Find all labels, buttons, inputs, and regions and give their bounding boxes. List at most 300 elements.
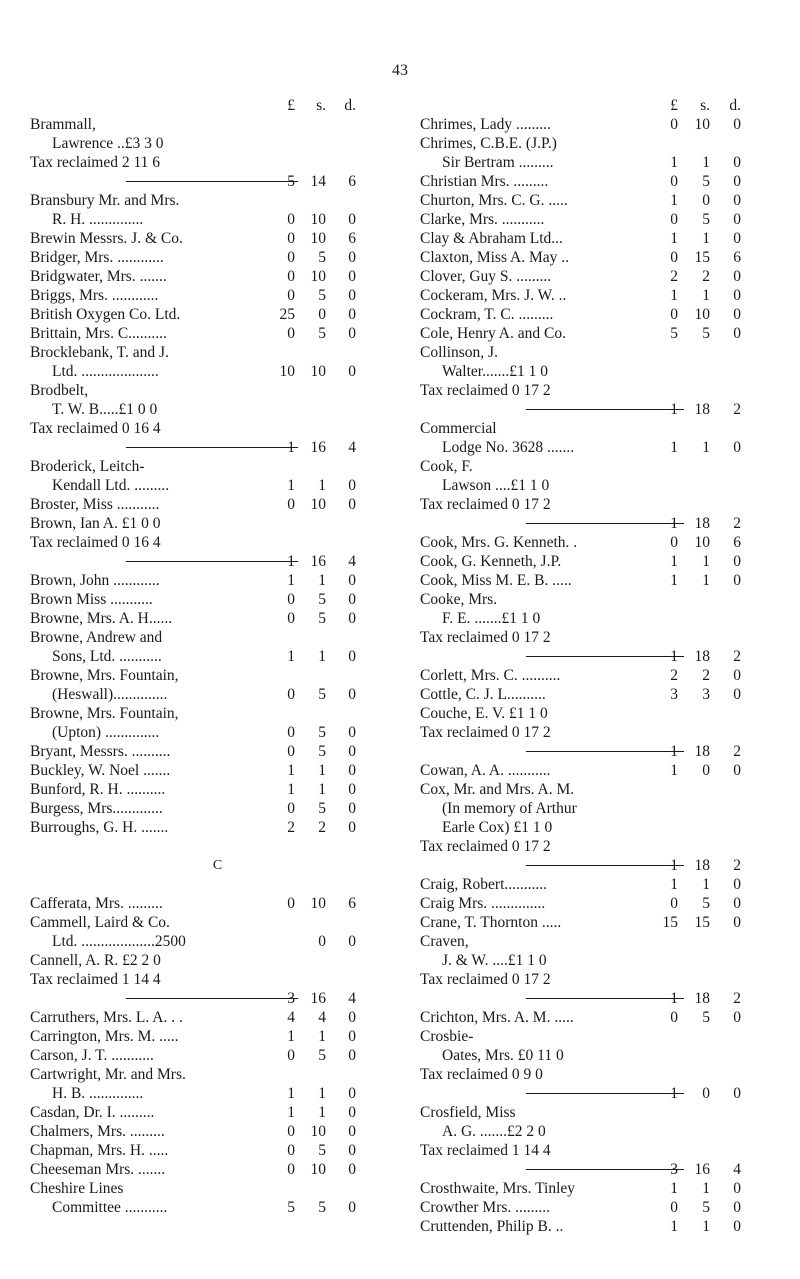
donor-entry — [420, 286, 770, 305]
donor-entry — [420, 134, 770, 153]
donor-entry — [420, 704, 770, 723]
pounds-value: 3 — [287, 990, 295, 1007]
pounds-value: 1 — [670, 439, 678, 456]
pence-value: 0 — [733, 192, 741, 209]
donor-entry — [30, 134, 375, 153]
shillings-value: 5 — [318, 686, 326, 703]
shillings-value: 18 — [694, 990, 710, 1007]
donor-entry — [420, 609, 770, 628]
entry-label: Craig Mrs. .............. — [420, 895, 546, 912]
pence-value: 0 — [733, 306, 741, 323]
donor-entry — [30, 628, 375, 647]
shillings-value: 10 — [310, 895, 326, 912]
shillings-value: 1 — [702, 1218, 710, 1235]
donor-entry — [30, 305, 375, 324]
pounds-value: 0 — [287, 610, 295, 627]
pounds-value: 0 — [287, 287, 295, 304]
pounds-value: 1 — [670, 287, 678, 304]
pounds-value: 0 — [670, 116, 678, 133]
entry-label: Tax reclaimed 0 17 2 — [420, 496, 551, 513]
pounds-value: 2 — [670, 268, 678, 285]
pounds-value: 0 — [670, 1199, 678, 1216]
pence-value: 0 — [348, 800, 356, 817]
pounds-value: 0 — [670, 211, 678, 228]
pence-value: 4 — [348, 990, 356, 1007]
pence-value: 0 — [348, 211, 356, 228]
shillings-value: 1 — [702, 287, 710, 304]
pence-value: 6 — [733, 249, 741, 266]
donor-entry — [30, 191, 375, 210]
pence-value: 0 — [733, 268, 741, 285]
pence-value: 0 — [348, 1104, 356, 1121]
entry-label: Churton, Mrs. C. G. ..... — [420, 192, 568, 209]
entry-label: Cartwright, Mr. and Mrs. — [30, 1066, 186, 1083]
left-column — [30, 96, 375, 1217]
donor-entry — [420, 666, 770, 685]
entry-label: Sons, Ltd. ........... — [52, 648, 162, 665]
pence-value: 0 — [348, 610, 356, 627]
entry-label: Carson, J. T. ........... — [30, 1047, 154, 1064]
pounds-value: 0 — [287, 724, 295, 741]
shillings-value: 1 — [702, 230, 710, 247]
entry-label: Tax reclaimed 0 17 2 — [420, 382, 551, 399]
entry-label: Cockram, T. C. ......... — [420, 306, 554, 323]
donor-entry — [420, 723, 770, 742]
shillings-value: 2 — [702, 268, 710, 285]
pence-value: 0 — [348, 325, 356, 342]
entry-label: Broster, Miss ........... — [30, 496, 160, 513]
entry-label: Crosbie- — [420, 1028, 474, 1045]
entry-label: Crosthwaite, Mrs. Tinley — [420, 1180, 576, 1197]
pounds-value: 5 — [287, 1199, 295, 1216]
entry-label: Crane, T. Thornton ..... — [420, 914, 562, 931]
pounds-value: 0 — [287, 249, 295, 266]
shillings-value: 14 — [310, 173, 326, 190]
entry-label: Bunford, R. H. .......... — [30, 781, 166, 798]
pence-value: 0 — [348, 724, 356, 741]
shillings-header: s. — [700, 97, 710, 114]
shillings-value: 0 — [702, 1085, 710, 1102]
right-entries — [420, 115, 770, 1236]
entry-label: Cooke, Mrs. — [420, 591, 498, 608]
pounds-header: £ — [287, 97, 295, 114]
pounds-value: 0 — [287, 496, 295, 513]
pounds-value: 15 — [662, 914, 678, 931]
donor-entry — [30, 1084, 375, 1103]
donor-entry — [420, 267, 770, 286]
donor-entry — [420, 419, 770, 438]
donor-entry — [30, 229, 375, 248]
pence-header: d. — [729, 97, 741, 114]
shillings-value: 1 — [318, 572, 326, 589]
shillings-value: 1 — [702, 1180, 710, 1197]
donor-entry — [420, 457, 770, 476]
pounds-value: 0 — [287, 800, 295, 817]
shillings-value: 16 — [310, 439, 326, 456]
entry-label: Craig, Robert........... — [420, 876, 547, 893]
entry-label: Brittain, Mrs. C.......... — [30, 325, 167, 342]
pence-value: 0 — [733, 116, 741, 133]
entry-label: Earle Cox) £1 1 0 — [442, 819, 553, 836]
pence-value: 0 — [733, 876, 741, 893]
donor-entry — [30, 286, 375, 305]
shillings-value: 2 — [702, 667, 710, 684]
pounds-value: 1 — [670, 515, 678, 532]
entry-label: Corlett, Mrs. C. .......... — [420, 667, 561, 684]
pence-value: 0 — [348, 686, 356, 703]
donor-entry — [420, 191, 770, 210]
shillings-value: 5 — [318, 287, 326, 304]
pence-value: 6 — [348, 173, 356, 190]
donor-entry — [420, 229, 770, 248]
pence-value: 0 — [348, 781, 356, 798]
donor-entry — [420, 248, 770, 267]
pounds-value: 1 — [287, 477, 295, 494]
spacer — [30, 875, 375, 894]
pounds-value: 1 — [670, 192, 678, 209]
pence-value: 0 — [348, 363, 356, 380]
pence-value: 0 — [348, 287, 356, 304]
pounds-value: 1 — [670, 990, 678, 1007]
pounds-value: 1 — [670, 230, 678, 247]
subtotal-row — [30, 172, 375, 191]
subtotal-row — [420, 400, 770, 419]
pounds-value: 0 — [287, 1047, 295, 1064]
entry-label: Sir Bertram ......... — [442, 154, 554, 171]
pence-value: 0 — [733, 914, 741, 931]
entry-label: H. B. .............. — [52, 1085, 144, 1102]
pounds-value: 1 — [287, 572, 295, 589]
donor-entry — [420, 780, 770, 799]
donor-entry — [420, 837, 770, 856]
entry-label: Christian Mrs. ......... — [420, 173, 549, 190]
shillings-value: 1 — [702, 876, 710, 893]
shillings-value: 3 — [702, 686, 710, 703]
shillings-value: 1 — [318, 1104, 326, 1121]
pence-value: 4 — [348, 553, 356, 570]
entry-label: Cheeseman Mrs. ....... — [30, 1161, 166, 1178]
pounds-value: 0 — [670, 895, 678, 912]
entry-label: Cole, Henry A. and Co. — [420, 325, 566, 342]
pounds-value: 1 — [287, 1028, 295, 1045]
entry-label: Tax reclaimed 1 14 4 — [420, 1142, 551, 1159]
pence-value: 0 — [348, 1199, 356, 1216]
entry-label: Brown, Ian A. £1 0 0 — [30, 515, 161, 532]
donor-entry — [30, 970, 375, 989]
entry-label: Ltd. .................... — [52, 363, 159, 380]
shillings-value: 10 — [694, 534, 710, 551]
entry-label: Carrington, Mrs. M. ..... — [30, 1028, 179, 1045]
donor-entry — [420, 818, 770, 837]
pence-value: 0 — [348, 591, 356, 608]
donor-entry — [420, 552, 770, 571]
entry-label: Claxton, Miss A. May .. — [420, 249, 569, 266]
donor-entry — [30, 742, 375, 761]
shillings-value: 10 — [310, 211, 326, 228]
entry-label: Lawrence ..£3 3 0 — [52, 135, 164, 152]
entry-label: Bridger, Mrs. ............ — [30, 249, 164, 266]
pence-value: 0 — [348, 762, 356, 779]
entry-label: Oates, Mrs. £0 11 0 — [442, 1047, 564, 1064]
donor-entry — [420, 1027, 770, 1046]
entry-label: Casdan, Dr. I. ......... — [30, 1104, 155, 1121]
pence-value: 0 — [733, 1180, 741, 1197]
pounds-value: 0 — [287, 211, 295, 228]
donor-entry — [420, 1198, 770, 1217]
donor-entry — [30, 400, 375, 419]
pounds-value: 0 — [287, 230, 295, 247]
entry-label: Tax reclaimed 0 17 2 — [420, 838, 551, 855]
pence-value: 0 — [733, 1009, 741, 1026]
donor-entry — [420, 115, 770, 134]
donor-entry — [420, 875, 770, 894]
donor-entry — [420, 628, 770, 647]
entry-label: Bryant, Messrs. .......... — [30, 743, 171, 760]
pence-value: 0 — [348, 496, 356, 513]
donor-entry — [420, 210, 770, 229]
donor-entry — [30, 1046, 375, 1065]
entry-label: Clarke, Mrs. ........... — [420, 211, 545, 228]
donor-entry — [30, 723, 375, 742]
entry-label: Cheshire Lines — [30, 1180, 124, 1197]
right-column — [420, 96, 770, 1236]
donor-entry — [30, 1141, 375, 1160]
shillings-value: 10 — [310, 496, 326, 513]
shillings-value: 1 — [318, 477, 326, 494]
donor-entry — [30, 571, 375, 590]
shillings-value: 5 — [318, 591, 326, 608]
pounds-value: 0 — [287, 1161, 295, 1178]
donor-entry — [30, 647, 375, 666]
donor-entry — [420, 324, 770, 343]
entry-label: Brewin Messrs. J. & Co. — [30, 230, 183, 247]
entry-label: Cafferata, Mrs. ......... — [30, 895, 163, 912]
shillings-value: 5 — [318, 1047, 326, 1064]
donor-entry — [30, 343, 375, 362]
subtotal-row — [30, 438, 375, 457]
pence-value: 6 — [348, 230, 356, 247]
pence-value: 0 — [348, 743, 356, 760]
shillings-value: 1 — [318, 1028, 326, 1045]
entry-label: Lawson ....£1 1 0 — [442, 477, 550, 494]
donor-entry — [420, 1103, 770, 1122]
pounds-value: 4 — [287, 1009, 295, 1026]
entry-label: Committee ........... — [52, 1199, 168, 1216]
donor-entry — [30, 590, 375, 609]
pence-value: 2 — [733, 648, 741, 665]
pounds-value: 1 — [287, 553, 295, 570]
entry-label: Brammall, — [30, 116, 96, 133]
pounds-value: 1 — [287, 781, 295, 798]
shillings-value: 5 — [318, 1199, 326, 1216]
pounds-value: 2 — [287, 819, 295, 836]
donor-entry — [30, 153, 375, 172]
pounds-value: 10 — [279, 363, 295, 380]
pounds-value: 3 — [670, 1161, 678, 1178]
left-entries — [30, 115, 375, 1217]
pence-value: 0 — [733, 762, 741, 779]
pence-value: 0 — [348, 1028, 356, 1045]
donor-entry — [30, 780, 375, 799]
entry-label: Chrimes, Lady ......... — [420, 116, 551, 133]
donor-entry — [30, 248, 375, 267]
donor-entry — [420, 1046, 770, 1065]
entry-label: Broderick, Leitch- — [30, 458, 145, 475]
shillings-value: 10 — [310, 268, 326, 285]
pence-value: 0 — [733, 553, 741, 570]
subtotal-row — [420, 856, 770, 875]
shillings-value: 1 — [702, 553, 710, 570]
donor-entry — [420, 172, 770, 191]
pence-value: 4 — [733, 1161, 741, 1178]
pounds-value: 1 — [287, 648, 295, 665]
entry-label: Cottle, C. J. L.......... — [420, 686, 546, 703]
pounds-value: 5 — [670, 325, 678, 342]
entry-label: Cook, F. — [420, 458, 473, 475]
donor-entry — [30, 476, 375, 495]
shillings-value: 18 — [694, 648, 710, 665]
shillings-value: 1 — [702, 572, 710, 589]
shillings-value: 5 — [702, 1009, 710, 1026]
shillings-value: 10 — [310, 230, 326, 247]
shillings-value: 0 — [318, 306, 326, 323]
entry-label: Briggs, Mrs. ............ — [30, 287, 159, 304]
donor-entry — [420, 1179, 770, 1198]
shillings-value: 18 — [694, 515, 710, 532]
donor-entry — [420, 590, 770, 609]
subtotal-row — [420, 742, 770, 761]
pounds-value: 0 — [287, 325, 295, 342]
pounds-value: 3 — [670, 686, 678, 703]
entry-label: (Heswall).............. — [52, 686, 168, 703]
donor-entry — [30, 761, 375, 780]
pounds-value: 0 — [287, 268, 295, 285]
pounds-value: 1 — [670, 743, 678, 760]
pence-value: 2 — [733, 857, 741, 874]
donor-entry — [420, 1141, 770, 1160]
donor-entry — [30, 362, 375, 381]
entry-label: Burgess, Mrs............. — [30, 800, 163, 817]
shillings-value: 5 — [318, 743, 326, 760]
pence-value: 0 — [348, 477, 356, 494]
subtotal-row — [420, 1160, 770, 1179]
donor-entry — [420, 476, 770, 495]
donor-entry — [30, 666, 375, 685]
donor-entry — [30, 609, 375, 628]
entry-label: Crowther Mrs. ......... — [420, 1199, 551, 1216]
pence-value: 0 — [348, 1009, 356, 1026]
subtotal-row — [420, 514, 770, 533]
pounds-value: 0 — [287, 591, 295, 608]
pounds-value: 1 — [287, 1104, 295, 1121]
shillings-value: 1 — [318, 1085, 326, 1102]
pounds-value: 1 — [670, 1180, 678, 1197]
entry-label: Cammell, Laird & Co. — [30, 914, 170, 931]
shillings-value: 16 — [310, 990, 326, 1007]
donor-entry — [30, 913, 375, 932]
donor-entry — [420, 1217, 770, 1236]
entry-label: Tax reclaimed 2 11 6 — [30, 154, 161, 171]
pence-value: 0 — [348, 933, 356, 950]
entry-label: Tax reclaimed 0 17 2 — [420, 971, 551, 988]
entry-label: Cook, Miss M. E. B. ..... — [420, 572, 572, 589]
pounds-value: 2 — [670, 667, 678, 684]
pounds-value: 1 — [670, 876, 678, 893]
shillings-value: 1 — [318, 781, 326, 798]
pounds-value: 25 — [279, 306, 295, 323]
donor-entry — [30, 1103, 375, 1122]
pence-value: 0 — [733, 287, 741, 304]
section-letter: C — [212, 858, 223, 873]
donor-entry — [420, 533, 770, 552]
entry-label: Bridgwater, Mrs. ....... — [30, 268, 167, 285]
shillings-value: 15 — [694, 914, 710, 931]
pence-value: 2 — [733, 401, 741, 418]
pence-value: 0 — [733, 686, 741, 703]
entry-label: Collinson, J. — [420, 344, 498, 361]
entry-label: Tax reclaimed 0 16 4 — [30, 534, 161, 551]
donor-entry — [30, 457, 375, 476]
shillings-value: 5 — [318, 724, 326, 741]
entry-label: Tax reclaimed 1 14 4 — [30, 971, 161, 988]
entry-label: Walter.......£1 1 0 — [442, 363, 548, 380]
entry-label: (Upton) .............. — [52, 724, 160, 741]
pence-value: 0 — [733, 439, 741, 456]
entry-label: (In memory of Arthur — [442, 800, 577, 817]
donor-entry — [420, 970, 770, 989]
currency-header — [420, 96, 770, 115]
shillings-header: s. — [316, 97, 326, 114]
entry-label: T. W. B.....£1 0 0 — [52, 401, 158, 418]
donor-entry — [30, 533, 375, 552]
pounds-value: 1 — [287, 439, 295, 456]
pounds-value: 0 — [287, 895, 295, 912]
donor-entry — [420, 951, 770, 970]
entry-label: Tax reclaimed 0 9 0 — [420, 1066, 543, 1083]
entry-label: Burroughs, G. H. ....... — [30, 819, 169, 836]
donor-entry — [420, 761, 770, 780]
pence-value: 0 — [348, 1085, 356, 1102]
shillings-value: 0 — [318, 933, 326, 950]
entry-label: Browne, Andrew and — [30, 629, 163, 646]
pounds-value: 1 — [670, 762, 678, 779]
pence-value: 0 — [733, 154, 741, 171]
shillings-value: 1 — [318, 762, 326, 779]
donor-entry — [30, 324, 375, 343]
shillings-value: 4 — [318, 1009, 326, 1026]
pounds-value: 0 — [670, 173, 678, 190]
donor-entry — [420, 1008, 770, 1027]
entry-label: Kendall Ltd. ......... — [52, 477, 170, 494]
pounds-value: 0 — [670, 534, 678, 551]
pence-value: 0 — [733, 1085, 741, 1102]
pence-value: 0 — [733, 667, 741, 684]
pounds-value: 1 — [670, 553, 678, 570]
shillings-value: 0 — [702, 762, 710, 779]
entry-label: Brown Miss ........... — [30, 591, 153, 608]
pence-value: 0 — [348, 249, 356, 266]
shillings-value: 5 — [318, 249, 326, 266]
shillings-value: 18 — [694, 401, 710, 418]
subtotal-row — [420, 989, 770, 1008]
page-number: 43 — [392, 62, 408, 79]
donor-entry — [30, 495, 375, 514]
entry-label: Cook, Mrs. G. Kenneth. . — [420, 534, 578, 551]
shillings-value: 5 — [702, 173, 710, 190]
entry-label: Ltd. ...................2500 — [52, 933, 186, 950]
entry-label: Cox, Mr. and Mrs. A. M. — [420, 781, 575, 798]
shillings-value: 1 — [702, 154, 710, 171]
